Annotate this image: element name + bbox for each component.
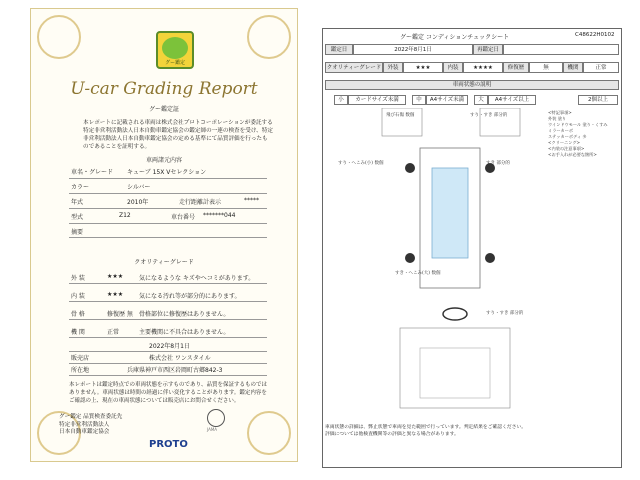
diagram-note: 飛び石傷 数個	[386, 113, 415, 118]
quality-grade-label: クオリティーグレード	[325, 62, 383, 73]
date-row: 2022年8月1日	[69, 339, 267, 352]
size-small: 小	[334, 95, 348, 105]
date-label: 鑑定日	[325, 44, 353, 55]
size-large: 大	[474, 95, 488, 105]
jama-label: JAMA	[207, 427, 218, 432]
repair-label: 修復歴	[503, 62, 529, 73]
year-row: 年式 2010年 走行距離計表示 *****	[69, 193, 267, 209]
proto-logo: PROTO	[149, 439, 188, 450]
diagram-note: すき 部分的	[486, 161, 510, 166]
type-row: 型式 Z12 車台番号 *******044	[69, 208, 267, 224]
interior-label: 内装	[443, 62, 463, 73]
sheet-code: C48622H0102	[575, 32, 615, 38]
size-count: 2個以上	[578, 95, 618, 105]
engine-label: 機関	[563, 62, 583, 73]
corner-ornament-icon	[37, 15, 81, 59]
goo-badge-logo: グー鑑定	[156, 31, 194, 69]
diagram-note: すり・へこみ(小) 数個	[338, 161, 384, 166]
shop-row: 販売店 株式会社 ワンスタイル	[69, 351, 267, 364]
size-mid: 中	[412, 95, 426, 105]
certificate-note: 本レポートは鑑定時点での車両状態を示すものであり、品質を保証するものではありません。車両状態は時間の経過に伴い変化することがあります。鑑定内容をご確認の上、現在の車両状態については販売店にお問合せください。	[69, 382, 268, 404]
special-notes: <特記事項> 外装 塗り ウインドウモール 塗り・くすみ ミラーカーボ ステッカーボディ 多 <クリーニング> <内装の注意事項> <お手入れが必要な箇所>	[548, 110, 608, 157]
model-row: 車名・グレード キューブ 15X Vセレクション	[69, 163, 267, 179]
repair-value: 無	[529, 62, 563, 73]
color-row: カラー シルバー	[69, 178, 267, 194]
size-small-desc: カードサイズ未満	[348, 95, 406, 105]
corner-ornament-icon	[247, 15, 291, 59]
association-footer: グー鑑定 品質検査委託先 特定非営利活動法人 日本自動車鑑定協会	[59, 414, 123, 435]
vehicle-section-title: 車両諸元内容	[145, 157, 182, 164]
grade-row-exterior: 外 装 ★★★ 気になるような キズやヘコミがあります。	[69, 269, 267, 284]
certificate-body: 本レポートに記載される車両は株式会社プロトコーポレーションが委託する特定非営利活動法人日本自動車鑑定協会の鑑定師の一連の検査を受け、特定非営利活動法人日本自動車鑑定協会の定める基準にて品質評価を行ったものであることを証明する。	[83, 120, 273, 150]
sheet-bottom-note: 車両状態の詳細は、弊止状態で車両を見た範囲で行っています。判定結果をご確認ください。 評価については他検査機関等の評価と異なる場合があります。	[325, 425, 527, 437]
interior-value: ★★★★	[463, 62, 503, 73]
diagram-note: すり・すき 部分的	[486, 311, 524, 316]
exterior-value: ★★★	[403, 62, 443, 73]
remarks-row: 摘要	[69, 223, 267, 238]
quality-section-title: クオリティーグレード	[134, 259, 194, 266]
size-large-desc: A4サイズ以上	[488, 95, 536, 105]
grade-row-engine: 機 関 正常 主要機関に不具合はありません。	[69, 323, 267, 338]
grade-row-interior: 内 装 ★★★ 気になる汚れ等が部分的にあります。	[69, 287, 267, 302]
exterior-label: 外装	[383, 62, 403, 73]
grade-row-frame: 骨 格 修復歴 無 骨格部位に修復歴はありません。	[69, 305, 267, 320]
sheet-title: グー鑑定 コンディションチェックシート	[400, 34, 510, 41]
jama-logo-icon	[207, 409, 225, 427]
diagram-section-label: 車両状態の説明	[325, 80, 619, 90]
corner-ornament-icon	[247, 411, 291, 455]
engine-value: 正常	[583, 62, 619, 73]
diagram-note: すき・へこみ(大) 数個	[395, 271, 441, 276]
address-row: 所在地 兵庫県神戸市西区岩岡町古郷842-3	[69, 363, 267, 376]
date-value: 2022年8月1日	[353, 44, 473, 55]
size-mid-desc: A4サイズ未満	[426, 95, 468, 105]
diagram-note: すり・すき 部分的	[470, 113, 508, 118]
recheck-label: 再鑑定日	[473, 44, 503, 55]
vehicle-diagram-icon	[380, 108, 540, 418]
grading-certificate	[30, 8, 298, 462]
certificate-title: U-car Grading Report	[70, 79, 258, 99]
certificate-subtitle: グー鑑定証	[148, 106, 179, 113]
recheck-value	[503, 44, 619, 55]
